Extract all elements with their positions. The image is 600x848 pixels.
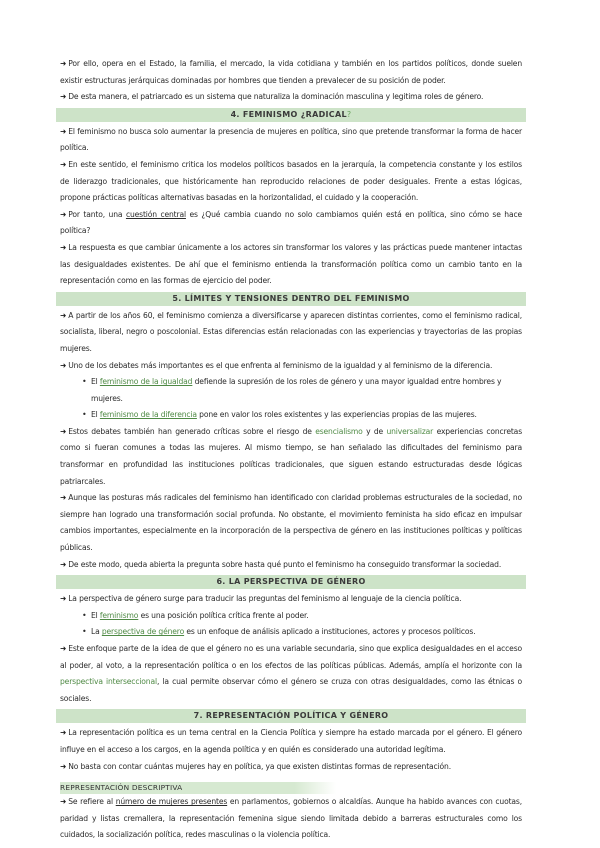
paragraph (60, 308, 522, 358)
paragraph-text: , la cual permite observar cómo el género se cruza con otras desigualdades, como las étnicas o sociales. (60, 677, 522, 703)
paragraph (60, 641, 522, 707)
highlighted-term: perspectiva interseccional (60, 677, 157, 687)
bullet-text: El (91, 610, 100, 620)
section-title: 5. LÍMITES Y TENSIONES DENTRO DEL FEMINISMO (172, 293, 410, 303)
arrow-icon: ➜ (60, 92, 67, 102)
paragraph-text: Estos debates también han generado críticas sobre el riesgo de (68, 426, 316, 436)
paragraph (60, 89, 522, 106)
section-title-mark: ? (346, 109, 352, 119)
arrow-icon: ➜ (60, 761, 67, 771)
paragraph-text: La perspectiva de género surge para traducir las preguntas del feminismo al lenguaje de la ciencia política. (68, 594, 462, 604)
paragraph-text: es ¿Qué cambia cuando no solo cambiamos quién está en política, sino cómo se hace política? (60, 209, 523, 236)
section-heading-4 (56, 108, 526, 122)
paragraph (60, 794, 522, 844)
bullet-text: El (91, 377, 100, 387)
highlighted-term: perspectiva de género (101, 627, 185, 637)
paragraph-text: Por tanto, una (68, 209, 126, 219)
paragraph-text: en parlamentos, gobiernos o alcaldías. Aunque ha habido avances con cuotas, paridad y listas cremallera, la representación femenina sigue siendo limitada debido a barreras estructurales como los cuidados, la socialización política, redes masculinas o la violencia política. (60, 797, 522, 840)
bullet-text: El (91, 410, 100, 420)
highlighted-term: feminismo (99, 610, 139, 620)
arrow-icon: ➜ (60, 728, 67, 738)
arrow-icon: ➜ (60, 644, 67, 653)
highlighted-term: feminismo de la diferencia (99, 410, 197, 420)
section-title: 4. FEMINISMO ¿RADICAL (230, 109, 347, 119)
paragraph (60, 591, 522, 608)
bullet-item (82, 608, 522, 625)
arrow-icon: ➜ (60, 493, 67, 503)
paragraph-text: A partir de los años 60, el feminismo comienza a diversificarse y aparecen distintas corrientes, como el feminismo radical, socialista, liberal, negro o poscolonial. Estas diferencias están relacionadas con las experiencias y trayectorias de las propias mujeres. (60, 310, 522, 353)
paragraph-text: Se refiere al (68, 797, 116, 807)
arrow-icon: ➜ (60, 426, 67, 436)
arrow-icon: ➜ (60, 594, 67, 604)
arrow-icon: ➜ (60, 242, 67, 252)
section-heading-5 (56, 292, 526, 306)
highlighted-term: universalizar (386, 426, 434, 436)
bullet-text: defiende la supresión de los roles de género y una mayor igualdad entre hombres y mujeres. (91, 377, 502, 403)
paragraph (60, 424, 522, 490)
paragraph-text: De esta manera, el patriarcado es un sistema que naturaliza la dominación masculina y legitima roles de género. (68, 92, 484, 102)
arrow-icon: ➜ (60, 126, 67, 136)
paragraph (60, 725, 522, 758)
arrow-icon: ➜ (60, 310, 67, 320)
bullet-text: es una posición política crítica frente al poder. (138, 610, 309, 620)
paragraph-text: experiencias concretas como si fueran comunes a todas las mujeres. Al mismo tiempo, se han señalado las dificultades del feminismo para transformar en profundidad las instituciones políticas tradicionales, que siguen estando estructuradas desde lógicas patriarcales. (60, 426, 522, 486)
paragraph-text: Este enfoque parte de la idea de que el género no es una variable secundaria, sino que explica desigualdades en el acceso al poder, al voto, a la representación política o en los efectos de las políticas públicas. Además, amplía el horizonte con la (60, 644, 522, 670)
paragraph (60, 157, 522, 207)
arrow-icon: ➜ (60, 797, 67, 807)
paragraph-text: No basta con contar cuántas mujeres hay en política, ya que existen distintas formas de representación. (68, 761, 451, 771)
paragraph (60, 557, 522, 574)
paragraph-text: En este sentido, el feminismo critica los modelos políticos basados en la jerarquía, la competencia constante y los estilos de liderazgo tradicionales, que históricamente han reproducido relaciones de poder desiguales. Frente a estas lógicas, propone prácticas políticas alternativas basadas en la horizontalidad, el cuidado y la cooperación. (60, 159, 522, 203)
bullet-text: La (91, 627, 102, 637)
bullet-text: es un enfoque de análisis aplicado a instituciones, actores y procesos políticos. (184, 627, 476, 637)
paragraph (60, 240, 522, 290)
paragraph-text: Uno de los debates más importantes es el que enfrenta al feminismo de la igualdad y al feminismo de la diferencia. (68, 360, 493, 370)
bullet-text: pone en valor los roles existentes y las experiencias propias de las mujeres. (196, 410, 477, 420)
paragraph-text: y de (362, 426, 387, 436)
arrow-icon: ➜ (60, 360, 67, 370)
paragraph-text: El feminismo no busca solo aumentar la presencia de mujeres en política, sino que pretende transformar la forma de hacer política. (60, 126, 522, 153)
section-heading-6 (56, 575, 526, 589)
arrow-icon: ➜ (60, 209, 67, 219)
paragraph-text: La representación política es un tema central en la Ciencia Política y siempre ha estado marcada por el género. El género influye en el acceso a los cargos, en la agenda política y en quién es considerado una autoridad legítima. (60, 728, 522, 754)
section-heading-7 (56, 709, 526, 723)
section-title: 7. REPRESENTACIÓN POLÍTICA Y GÉNERO (193, 711, 389, 721)
section-title: 6. LA PERSPECTIVA DE GÉNERO (216, 577, 366, 587)
arrow-icon: ➜ (60, 59, 67, 68)
paragraph-text: Aunque las posturas más radicales del feminismo han identificado con claridad problemas estructurales de la sociedad, no siempre han logrado una transformación social profunda. No obstante, el movimiento feminista ha sido eficaz en impulsar cambios importantes, especialmente en la incorporación de la perspectiva de género en las instituciones políticas y políticas públicas. (60, 493, 522, 553)
bullet-item (82, 624, 522, 641)
highlighted-term: cuestión central (125, 209, 186, 219)
paragraph (60, 207, 522, 240)
arrow-icon: ➜ (60, 159, 67, 169)
highlighted-term: esencialismo (315, 426, 363, 436)
paragraph (60, 358, 522, 375)
paragraph-text: La respuesta es que cambiar únicamente a los actores sin transformar los valores y las prácticas puede mantener intactas las desigualdades existentes. De ahí que el feminismo entienda la transformación política como un cambio tanto en la representación como en las formas de ejercicio del poder. (60, 242, 522, 286)
paragraph (60, 759, 522, 776)
paragraph (60, 490, 522, 556)
paragraph (60, 124, 522, 157)
highlighted-term: feminismo de la igualdad (99, 377, 193, 387)
paragraph-text: Por ello, opera en el Estado, la familia, el mercado, la vida cotidiana y también en los partidos políticos, donde suelen existir estructuras jerárquicas dominadas por hombres que tienden a prevalecer de su posición de poder. (60, 59, 522, 85)
paragraph (60, 56, 522, 89)
bullet-item (82, 407, 522, 424)
arrow-icon: ➜ (60, 559, 67, 569)
bullet-item (82, 374, 522, 407)
document-content (60, 56, 522, 844)
paragraph-text: De este modo, queda abierta la pregunta sobre hasta qué punto el feminismo ha conseguido transformar la sociedad. (68, 559, 502, 569)
highlighted-term: número de mujeres presentes (115, 797, 228, 807)
subheading-representacion-descriptiva: REPRESENTACIÓN DESCRIPTIVA (60, 782, 336, 794)
